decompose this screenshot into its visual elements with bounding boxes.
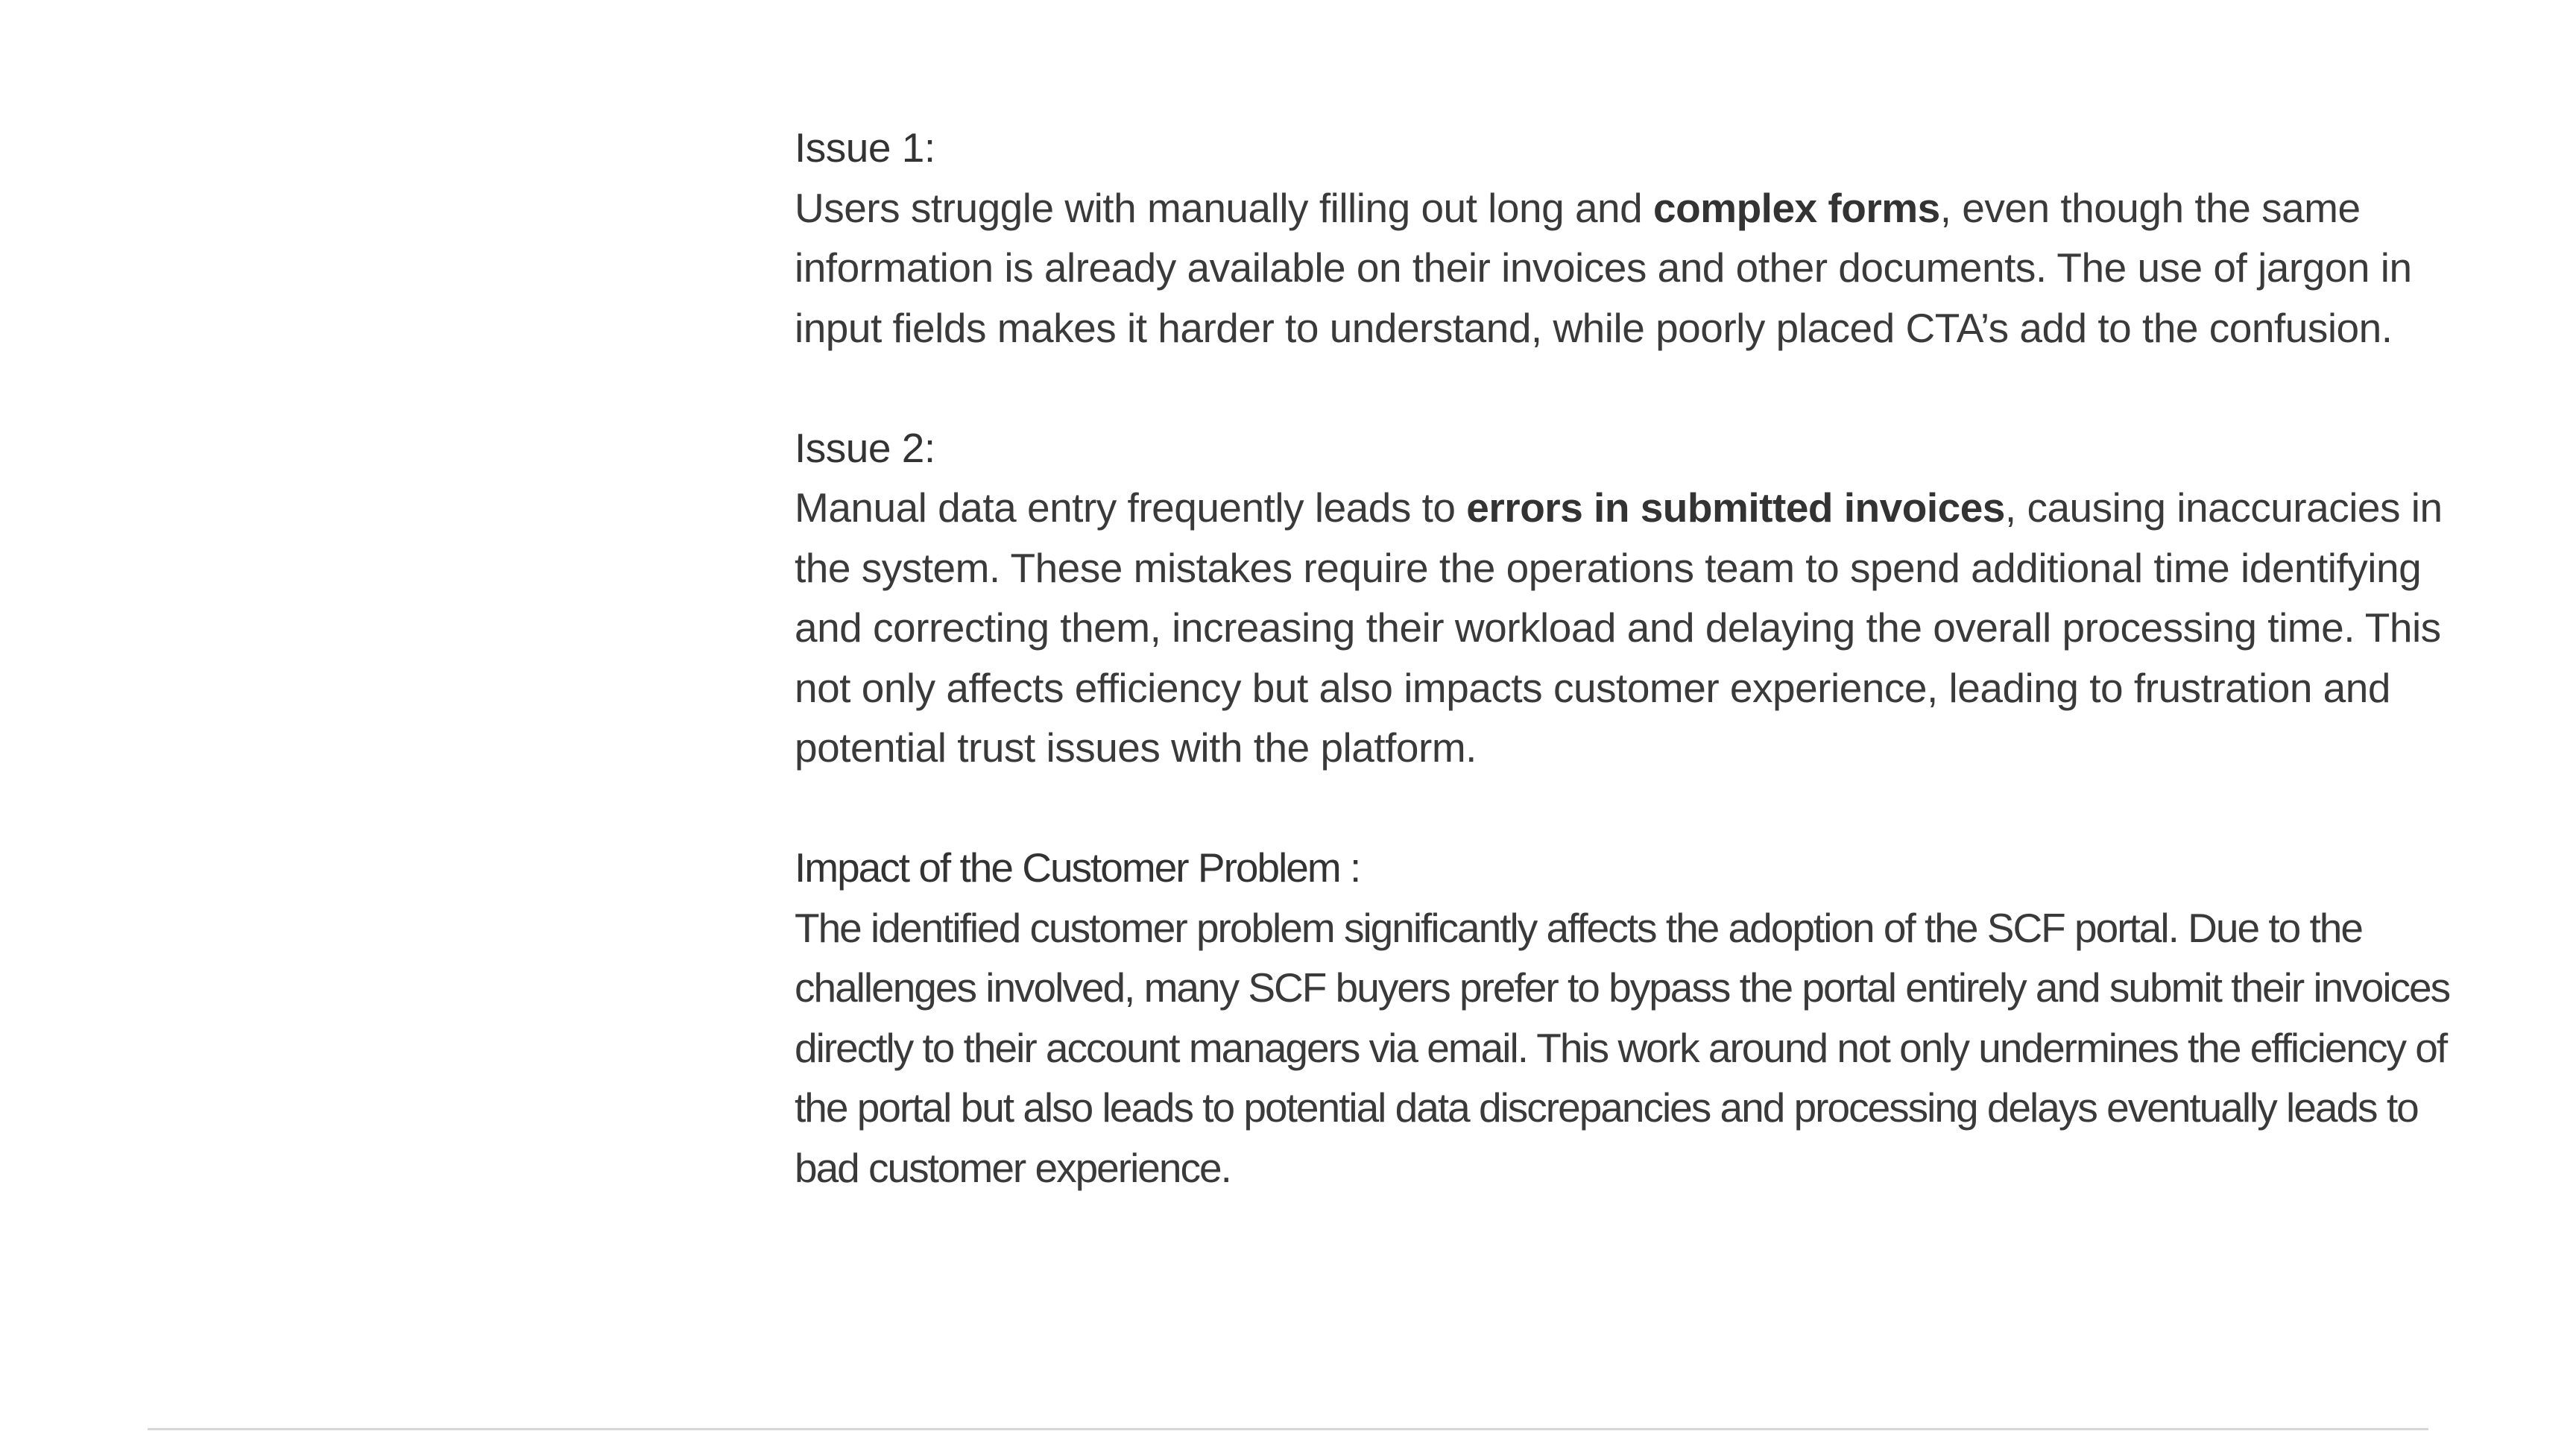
section-divider: [148, 1428, 2428, 1430]
issue-1-emphasis: complex forms: [1653, 184, 1940, 231]
issue-2-heading: Issue 2:: [795, 424, 935, 471]
impact-heading: Impact of the Customer Problem :: [795, 844, 1360, 891]
issue-2-text-before: Manual data entry frequently leads to: [795, 484, 1467, 531]
issue-1-heading: Issue 1:: [795, 124, 935, 171]
issue-1-paragraph: [795, 178, 2457, 358]
issue-1-text-after: , even though the same information is already available on their invoices and other documents. The use of jargon in input fields makes it harder to understand, while poorly placed CTA’s add to the confusion.: [795, 184, 2412, 351]
issue-1-text-before: Users struggle with manually filling out long and: [795, 184, 1653, 231]
impact-section: [795, 838, 2457, 1198]
issue-1-section: [795, 118, 2457, 358]
issue-2-paragraph: [795, 478, 2457, 778]
issue-2-section: [795, 418, 2457, 778]
impact-paragraph: The identified customer problem significantly affects the adoption of the SCF portal. Due to the challenges involved, many SCF buyers prefer to bypass the portal entirely and submit their invoices directly to their account managers via email. This work around not only undermines the efficiency of the portal but also leads to potential data discrepancies and processing delays eventually leads to bad customer experience.: [795, 904, 2450, 1191]
article-content: [795, 118, 2457, 1198]
issue-2-emphasis: errors in submitted invoices: [1466, 484, 2005, 531]
issue-2-text-after: , causing inaccuracies in the system. These mistakes require the operations team to spend additional time identifying and correcting them, increasing their workload and delaying the overall processing time. This not only affects efficiency but also impacts customer experience, leading to frustration and potential trust issues with the platform.: [795, 484, 2443, 771]
